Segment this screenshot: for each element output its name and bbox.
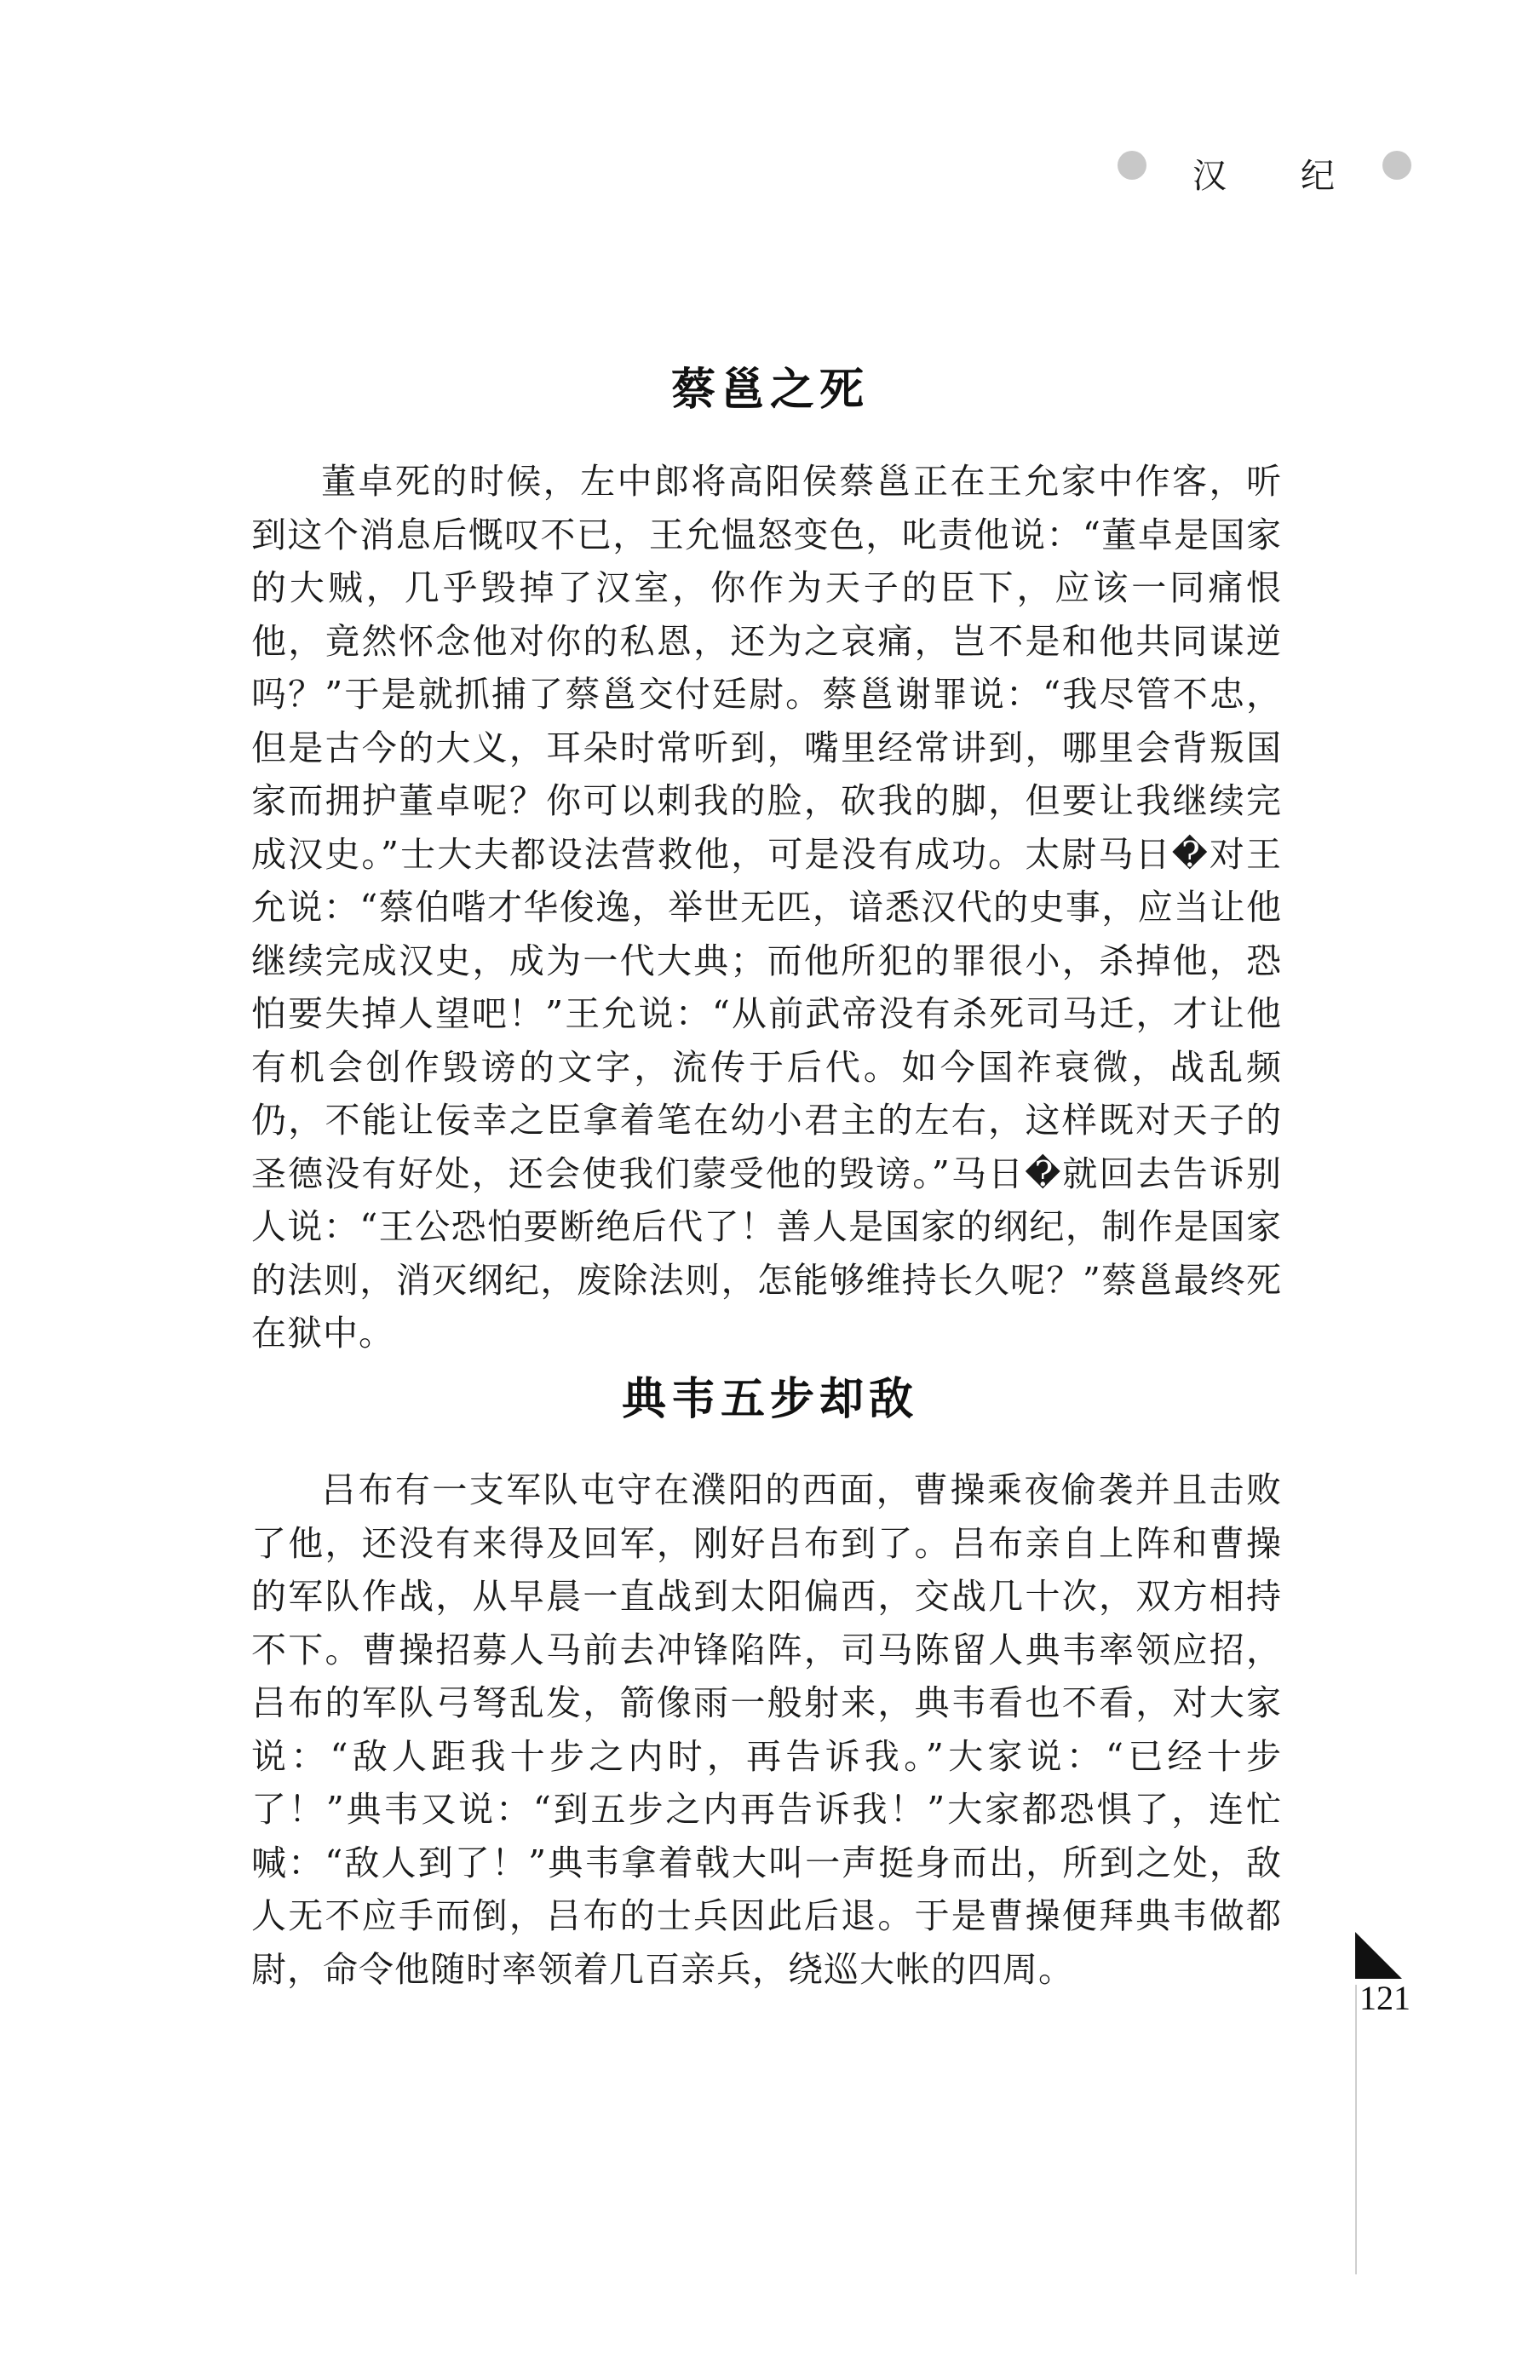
section-title-cai-yong: 蔡邕之死 xyxy=(670,365,869,417)
page-number: 121 xyxy=(1359,1979,1411,2017)
margin-rule xyxy=(1355,1985,1357,2274)
running-title-part-1: 汉 xyxy=(1192,157,1227,196)
page-corner-marker xyxy=(1355,1932,1402,1979)
section-title-dian-wei: 典韦五步却敌 xyxy=(621,1374,918,1426)
section-body-dian-wei: 吕布有一支军队屯守在濮阳的西面，曹操乘夜偷袭并且击败了他，还没有来得及回军，刚好吕布到了。吕布亲自上阵和曹操的军队作战，从早晨一直战到太阳偏西，交战几十次，双方相持不下。曹操招募人马前去冲锋陷阵，司马陈留人典韦率领应招，吕布的军队弓弩乱发，箭像雨一般射来，典韦看也不看，对大家说：“敌人距我十步之内时，再告诉我。”大家说：“已经十步了！”典韦又说：“到五步之内再告诉我！”大家都恐惧了，连忙喊：“敌人到了！”典韦拿着戟大叫一声挺身而出，所到之处，敌人无不应手而倒，吕布的士兵因此后退。于是曹操便拜典韦做都尉，命令他随时率领着几百亲兵，绕巡大帐的四周。 xyxy=(251,1469,1282,1990)
page-header xyxy=(0,0,1540,221)
decorative-dot-right xyxy=(1382,151,1411,180)
section-body-cai-yong: 董卓死的时候，左中郎将高阳侯蔡邕正在王允家中作客，听到这个消息后慨叹不已，王允愠怒变色，叱责他说：“董卓是国家的大贼，几乎毁掉了汉室，你作为天子的臣下，应该一同痛恨他，竟然怀念他对你的私恩，还为之哀痛，岂不是和他共同谋逆吗？”于是就抓捕了蔡邕交付廷尉。蔡邕谢罪说：“我尽管不忠，但是古今的大义，耳朵时常听到，嘴里经常讲到，哪里会背叛国家而拥护董卓呢？你可以刺我的脸，砍我的脚，但要让我继续完成汉史。”士大夫都设法营救他，可是没有成功。太尉马日�对王允说：“蔡伯喈才华俊逸，举世无匹，谙悉汉代的史事，应当让他继续完成汉史，成为一代大典；而他所犯的罪很小，杀掉他，恐怕要失掉人望吧！”王允说：“从前武帝没有杀死司马迁，才让他有机会创作毁谤的文字，流传于后代。如今国祚衰微，战乱频仍，不能让佞幸之臣拿着笔在幼小君主的左右，这样既对天子的圣德没有好处，还会使我们蒙受他的毁谤。”马日�就回去告诉别人说：“王公恐怕要断绝后代了！善人是国家的纲纪，制作是国家的法则，消灭纲纪，废除法则，怎能够维持长久呢？”蔡邕最终死在狱中。 xyxy=(251,461,1282,1354)
decorative-dot-left xyxy=(1118,151,1146,180)
running-title-part-2: 纪 xyxy=(1301,157,1335,196)
